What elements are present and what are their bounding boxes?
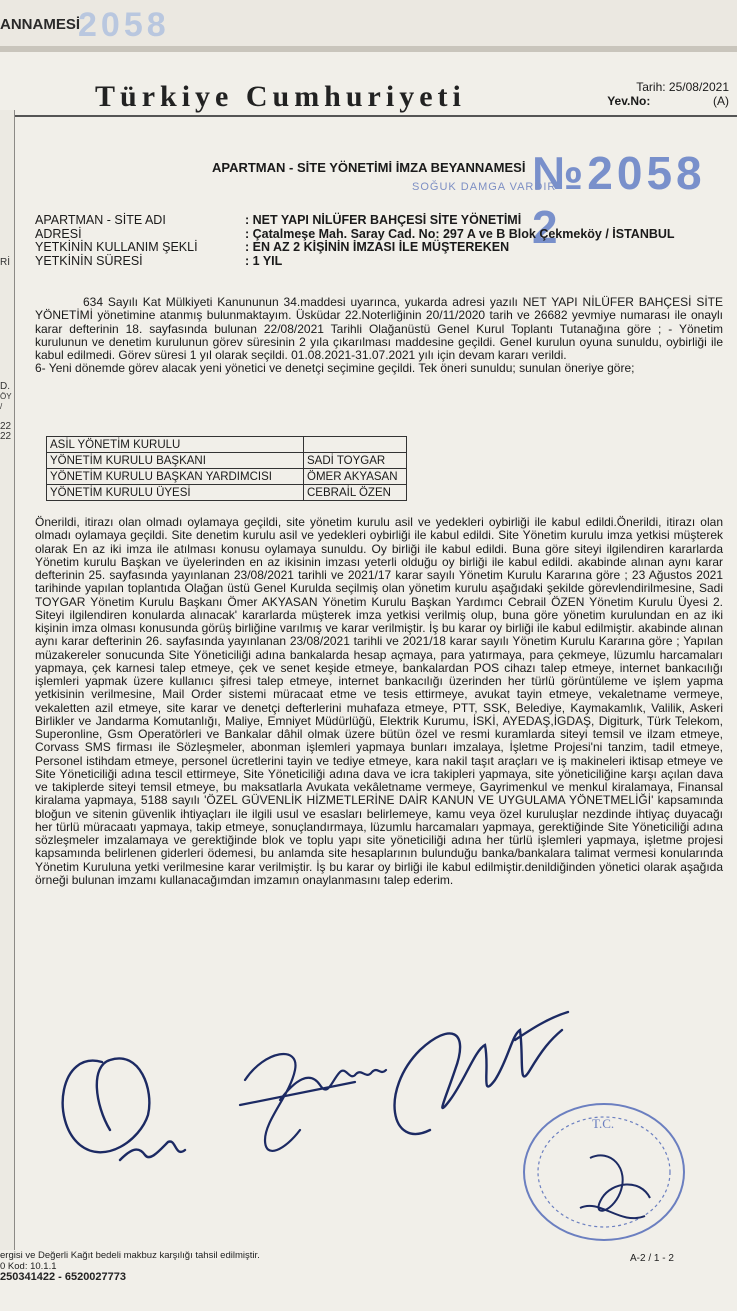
paragraph-2: 6- Yeni dönemde görev alacak yeni yönetici ve denetçi seçimine geçildi. Tek öneri sunuldu; sunulan öneriye göre; — [35, 361, 635, 376]
top-label: ANNAMESİ — [0, 16, 81, 33]
footer-left — [0, 1250, 260, 1283]
info-label: YETKİNİN SÜRESİ — [35, 253, 143, 268]
paragraph-1: 634 Sayılı Kat Mülkiyeti Kanununun 34.maddesi uyarınca, yukarda adresi yazılı NET YAPI NİLÜFER BAHÇESİ SİTE YÖNETİMİ yönetimine atanmış bulunmaktayım. Üsküdar 22.Noterliğinin 20/11/2020 tarih ve 26682 yevmiye numarası ile onaylı karar defterinin 18. sayfasında bulunan 22/08/2021 Tarihli Olağanüstü Genel Kurul Toplantı Tutanağına göre ; - Yönetim kurulunun ve denetim kurulunun görev süresinin 2 yıla çıkarılması maddesine geçildi. Genel kurulun oyuna sunuldu, oybirliği ile kabul edilmedi. Görev süresi 1 yıl olarak seçildi. 01.08.2021-31.07.2021 yılı için devam kararı verildi. — [35, 295, 723, 363]
dry-stamp-text: SOĞUK DAMGA VARDIR — [412, 181, 557, 193]
table-row — [47, 453, 407, 469]
left-edge-text: 22 — [0, 421, 12, 432]
board-person: SADİ TOYGAR — [304, 453, 407, 469]
footer-line: ergisi ve Değerli Kağıt bedeli makbuz karşılığı tahsil edilmiştir. — [0, 1250, 260, 1261]
info-value: : NET YAPI NİLÜFER BAHÇESİ SİTE YÖNETİMİ — [245, 213, 522, 227]
board-person: ÖMER AKYASAN — [304, 469, 407, 485]
top-stamp-number: 2058 — [78, 6, 170, 44]
body-paragraphs — [35, 296, 723, 376]
board-table — [46, 436, 407, 501]
date-text: Tarih: 25/08/2021 — [636, 80, 729, 94]
official-seal — [520, 1098, 688, 1246]
table-row — [47, 437, 407, 453]
body-paragraph-3 — [35, 516, 723, 887]
info-row — [35, 214, 675, 228]
footer-page-number: A-2 / 1 - 2 — [630, 1253, 674, 1264]
table-row — [47, 469, 407, 485]
info-row — [35, 241, 675, 255]
footer-line: 250341422 - 6520027773 — [0, 1271, 127, 1283]
top-strip — [0, 0, 737, 52]
left-edge-text: Rİ — [0, 257, 10, 268]
dry-stamp-number: №2058 2 — [532, 147, 706, 253]
table-row — [47, 485, 407, 501]
info-label: YETKİNİN KULLANIM ŞEKLİ — [35, 240, 198, 254]
board-role: YÖNETİM KURULU BAŞKAN YARDIMCISI — [47, 469, 304, 485]
yev-label: Yev.No: — [607, 94, 651, 108]
document-title: Türkiye Cumhuriyeti — [95, 80, 466, 113]
signature-2 — [240, 1054, 386, 1151]
info-value: : 1 YIL — [245, 253, 283, 268]
board-person — [304, 437, 407, 453]
info-label: ADRESİ — [35, 226, 82, 241]
yev-suffix: (A) — [713, 94, 729, 108]
info-value: : Çatalmeşe Mah. Saray Cad. No: 297 A ve B Blok Çekmeköy / İSTANBUL — [245, 226, 675, 241]
date-box — [607, 80, 729, 108]
signature-1 — [63, 1058, 185, 1160]
left-edge-text: 22 — [0, 431, 12, 442]
info-row — [35, 255, 675, 269]
header-divider — [14, 115, 737, 117]
board-role: YÖNETİM KURULU BAŞKANI — [47, 453, 304, 469]
site-info — [35, 214, 675, 268]
seal-text: T.C. — [592, 1116, 615, 1131]
board-person: CEBRAİL ÖZEN — [304, 485, 407, 501]
board-role: YÖNETİM KURULU ÜYESİ — [47, 485, 304, 501]
left-edge-text: D. — [0, 381, 10, 392]
info-row — [35, 228, 675, 242]
footer-line: 0 Kod: 10.1.1 — [0, 1261, 57, 1272]
declaration-title: APARTMAN - SİTE YÖNETİMİ İMZA BEYANNAMESİ — [212, 160, 526, 175]
info-value: : EN AZ 2 KİŞİNİN İMZASI İLE MÜŞTEREKEN — [245, 240, 510, 254]
info-label: APARTMAN - SİTE ADI — [35, 213, 166, 227]
left-edge-strip — [0, 110, 15, 1250]
left-edge-text: ÖY / — [0, 392, 12, 411]
board-role: ASİL YÖNETİM KURULU — [47, 437, 304, 453]
yev-row — [607, 94, 729, 108]
paragraph-3: Önerildi, itirazı olan olmadı oylamaya geçildi, site yönetim kurulu asil ve yedekleri oybirliği ile kabul edildi.Önerildi, itirazı olan olmadı oylamaya geçildi. Site denetim kurulu asil ve yedekleri oybirliği ile kabul edildi. Site Yönetim kurulu imza yetkisi müşterek olarak En az iki imza ile atılması konusu oylamaya sunuldu. Oy birliği ile kabul edildi. Buna göre siteyi ilgilendiren kararlarda Yönetim kurulu Başkan ve üyelerinden en az ikisinin imzası yeterli olduğu oy birliği ile kabul edildi. akabinde alınan aynı karar defterinin 25. sayfasında yayınlanan 23/08/2021 tarihli ve 2021/17 karar sayılı Yönetim Kurulu Kararına göre ; 23 Ağustos 2021 tarihinde yapılan toplantıda Olağan üstü Genel Kurulda seçilmiş olan yönetim kurulu aşağıdaki şekilde görevlendirilmesine, Sadi TOYGAR Yönetim Kurulu Başkanı Ömer AKYASAN Yönetim Kurulu Başkan Yardımcı Cebrail ÖZEN Yönetim Kurulu Üyesi 2. Siteyi ilgilendiren konularda alınacak' kararlarda müşterek imza yetkisi verilmiş olup, buna göre yönetim kurulundan en az iki kişinin imza olması konusunda görüş birliğine varılmış ve karar verilmiştir. İş bu karar oy birliği ile kabul edilmiştir. akabinde alınan aynı karar defterinin 26. sayfasında yayınlanan 23/08/2021 tarihli ve 2021/18 karar sayılı Yönetim Kurulu Kararına göre ; Yapılan müzakereler sonucunda Site Yöneticiliği adına bankalarda hesap açmaya, para yatırmaya, para çekmeye, lüzumlu harcamaları yapmaya, çek karnesi talep etmeye, çek ve senet keşide etmeye, bankalardan POS cihazı talep etmeye, internet bankacılığı işlemleri yapmak üzere kullanıcı şifresi talep etmeye, internet bankacılığı üzerinden her türlü görüntüleme ve işlem yapma yetkisinin verilmesine, Mail Order sistemi müracaat etme ve tesis ettirmeye, avukat tayin etmeye, vekaletname vermeye, vekaletten azil etmeye, site karar ve denetçi defterlerini muhafaza etmeye, PTT, SSK, Belediye, Kaymakamlık, Valilik, Askeri Birlikler ve Jandarma Komutanlığı, Maliye, Emniyet Müdürlüğü, Elektrik Kurumu, İSKİ, AYEDAŞ,İGDAŞ, Digiturk, Türk Telekom, Superonline, Gsm Operatörleri ve Bankalar dâhil olmak üzere bütün özel ve resmi kuramlarda siteyi temsil ve ilzam etmeye, Corvass SMS firması ile Sözleşmeler, abonman işlemleri yapmaya bunları imzalaya, İşletme Projesi'ni tanzim, tadil etmeye, Personel istihdam etmeye, personel ücretlerini tayin ve tediye etmeye, kara nakil taşıt araçları ve iş makineleri iktisap etmeye ve Site Yöneticiliği adına tescil ettirmeye, Site Yöneticiliği adına dava ve icra takipleri yapmaya, site yöneticiliğine karşı açılan dava ve takiplerde siteyi temsil etmeye, bu maksatlarla Avukata vekâletname vermeye, Gayrimenkul ve menkul kiralamaya, Finansal kiralama yapmaya, 5188 sayılı 'ÖZEL GÜVENLİK HİZMETLERİNE DAİR KANUN VE UYGULAMA YÖNETMELİĞİ' kapsamında bloğun ve sitenin güvenlik ihtiyaçları ile ilgili usul ve esasları belirlemeye, kamu veya özel kuruluşlar nezdinde ihtiyaç duyacağı her türlü müracaatı yapmaya, takip etmeye, sonuçlandırmaya, lüzumlu harcamaları yapmaya, gerektiğinde Site Yöneticiliği adına sözleşmeler imzalamaya ve gerektiğinde blok ve toplu yapı site yöneticiliği adına her türlü işlemleri yapmaya, işletme projesi kapsamında belirlenen giderleri ödemesi, bu anlamda site hesaplarının bulunduğu banka/bankalara talimat vermesi konularında Yönetim Kuruluna yetki verilmesine karar verilmiştir. İş bu karar oy birliği ile kabul edilmiştir.denildiğinden yönetici olarak aşağıda örneği bulunan imzamı kullanacağımdan imzamın onaylanmasını talep ederim. — [35, 515, 723, 887]
